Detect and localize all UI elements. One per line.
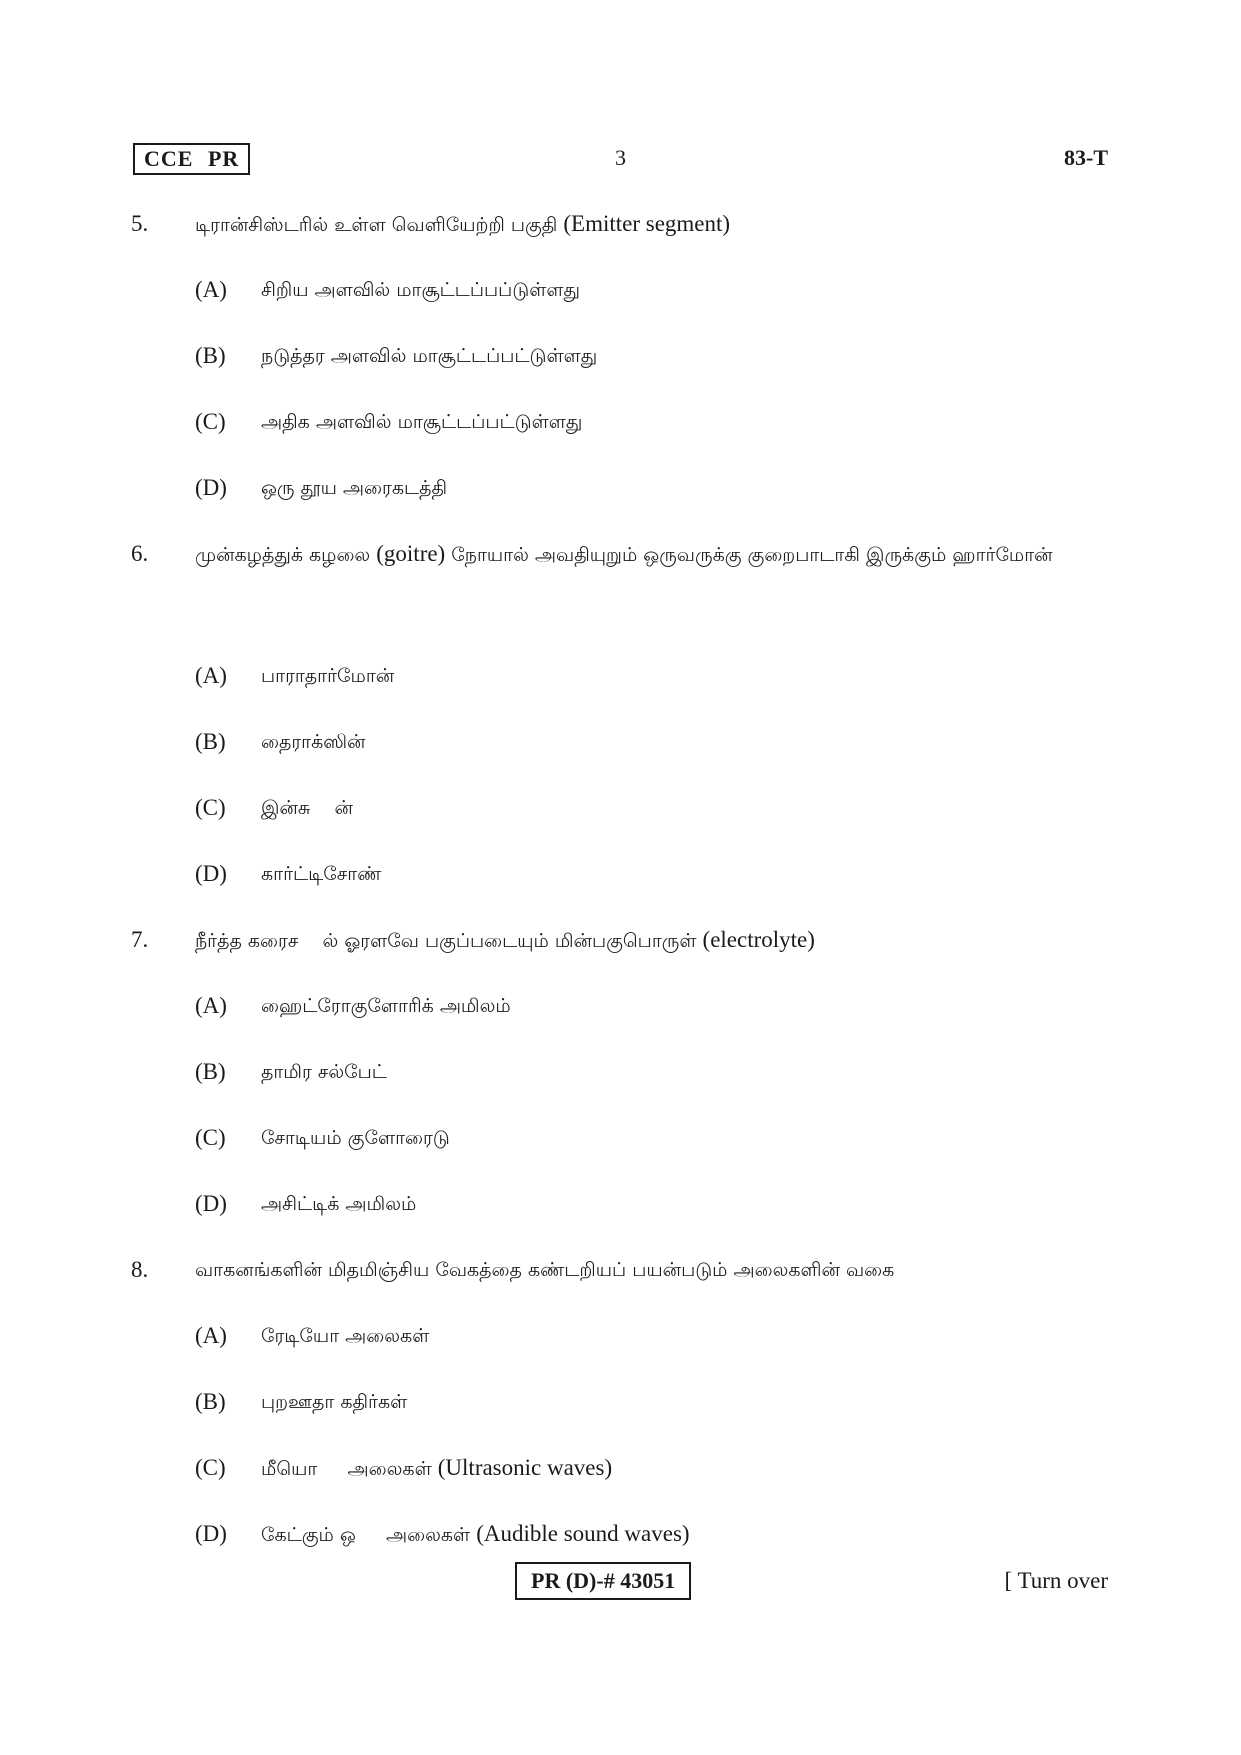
option-letter: (C) xyxy=(195,795,226,820)
question-text-tamil: நீர்த்த கரைச ல் ஓரளவே பகுப்படையும் மின்பகுபொருள் xyxy=(195,930,697,952)
option-text: இன்சு ன் xyxy=(261,797,353,819)
question-text-english: (goitre) xyxy=(376,541,446,566)
question-text xyxy=(195,526,1111,583)
option-letter: (C) xyxy=(195,1455,226,1480)
option-text: அதிக அளவில் மாசூட்டப்பட்டுள்ளது xyxy=(261,411,583,433)
option-text: அசிட்டிக் அமிலம் xyxy=(261,1193,417,1215)
option-text-tamil: கேட்கும் ஒ அலைகள் xyxy=(261,1524,471,1546)
option-text: ரேடியோ அலைகள் xyxy=(261,1325,430,1347)
option-text: தாமிர சல்பேட் xyxy=(261,1061,387,1083)
option-letter: (A) xyxy=(195,993,227,1018)
option-letter: (B) xyxy=(195,1389,226,1414)
option-letter: (D) xyxy=(195,861,227,886)
option-letter: (C) xyxy=(195,409,226,434)
option-letter: (D) xyxy=(195,1521,227,1546)
question-text xyxy=(195,1254,1111,1286)
option-text: ஹைட்ரோகுளோரிக் அமிலம் xyxy=(261,995,511,1017)
option-text: சோடியம் குளோரைடு xyxy=(261,1127,450,1149)
question-text-tamil-continued: நோயால் அவதியுறும் ஒருவருக்கு குறைபாடாகி இருக்கும் ஹார்மோன் xyxy=(451,544,1053,566)
page-number: 3 xyxy=(615,145,626,170)
option-text xyxy=(261,1452,612,1485)
option-letter: (A) xyxy=(195,1323,227,1348)
paper-series-code: CCE PR xyxy=(133,143,250,175)
turn-over-note: [ Turn over xyxy=(1004,1568,1108,1593)
option-letter: (B) xyxy=(195,343,226,368)
question-number: 8. xyxy=(131,1257,149,1282)
option-letter: (D) xyxy=(195,1191,227,1216)
option-letter: (A) xyxy=(195,663,227,688)
option-letter: (D) xyxy=(195,475,227,500)
option-text-english: (Audible sound waves) xyxy=(476,1521,690,1546)
question-number: 7. xyxy=(131,927,149,952)
paper-code-box: PR (D)-# 43051 xyxy=(515,1562,691,1600)
option-text: நடுத்தர அளவில் மாசூட்டப்பட்டுள்ளது xyxy=(261,345,598,367)
question-text-tamil: வாகனங்களின் மிதமிஞ்சிய வேகத்தை கண்டறியப் பயன்படும் அலைகளின் வகை xyxy=(195,1259,895,1281)
subject-code: 83-T xyxy=(1064,145,1108,170)
question-number: 5. xyxy=(131,211,149,236)
question-text-english: (Emitter segment) xyxy=(563,211,731,236)
option-text: சிறிய அளவில் மாசூட்டப்பப்டுள்ளது xyxy=(261,279,581,301)
question-number: 6. xyxy=(131,541,149,566)
option-letter: (B) xyxy=(195,729,226,754)
option-text: தைராக்ஸின் xyxy=(261,731,366,753)
question-text-tamil: டிரான்சிஸ்டரில் உள்ள வெளியேற்றி பகுதி xyxy=(195,214,558,236)
option-text: கார்ட்டிசோண் xyxy=(261,863,382,885)
option-letter: (A) xyxy=(195,277,227,302)
option-text-tamil: மீயொ அலைகள் xyxy=(261,1458,432,1480)
question-text xyxy=(195,924,1111,957)
question-text xyxy=(195,208,1111,241)
option-text-english: (Ultrasonic waves) xyxy=(437,1455,613,1480)
option-text: புறஊதா கதிர்கள் xyxy=(261,1391,408,1413)
option-letter: (B) xyxy=(195,1059,226,1084)
option-text: ஒரு தூய அரைகடத்தி xyxy=(261,477,448,499)
option-letter: (C) xyxy=(195,1125,226,1150)
option-text: பாராதார்மோன் xyxy=(261,665,395,687)
question-text-tamil: முன்கழத்துக் கழலை xyxy=(195,544,371,566)
question-text-english: (electrolyte) xyxy=(702,927,815,952)
option-text xyxy=(261,1518,690,1551)
